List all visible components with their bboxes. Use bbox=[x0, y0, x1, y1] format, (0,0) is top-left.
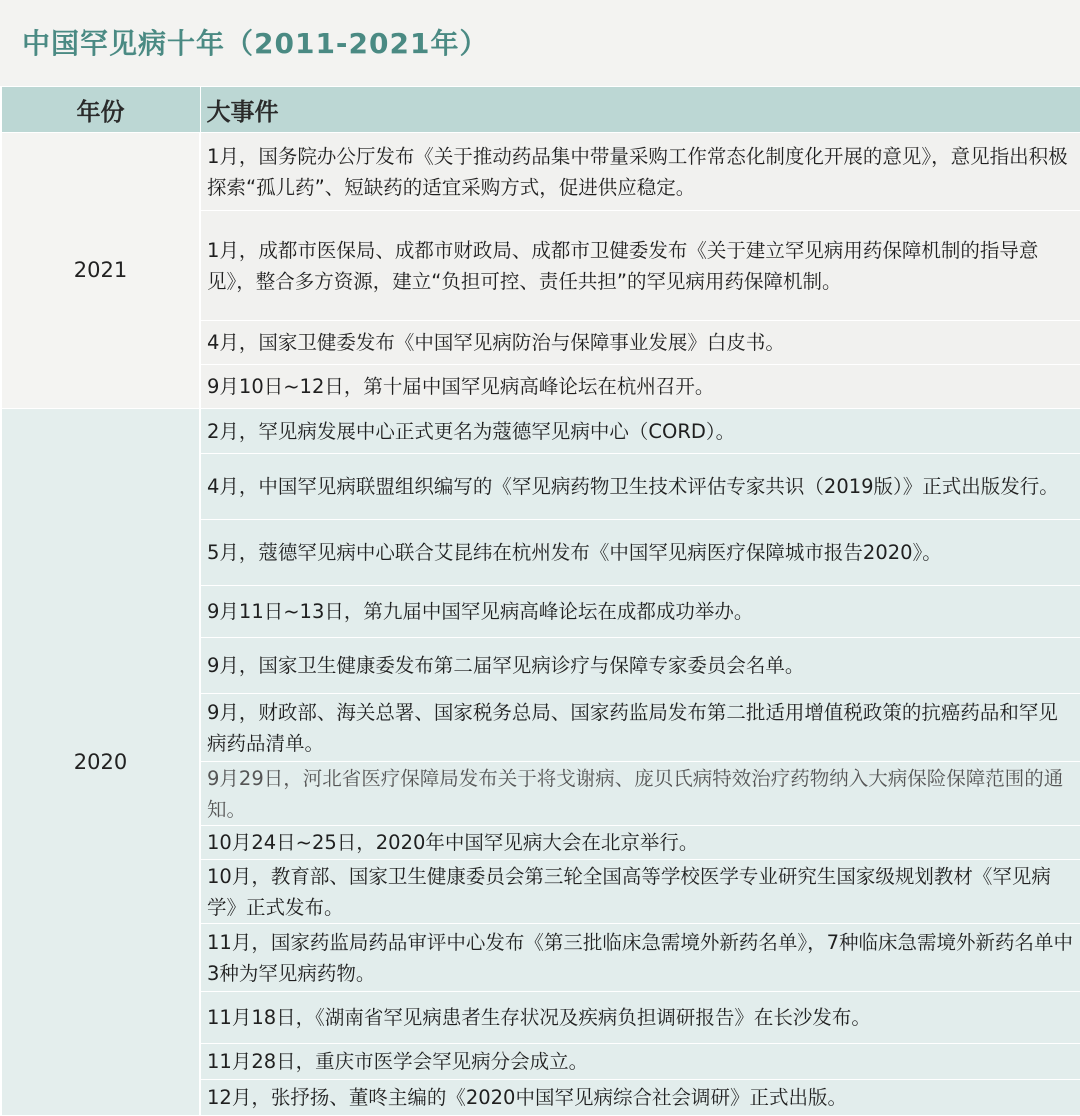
year-cell: 2020 bbox=[1, 409, 200, 1116]
year-group-2020 bbox=[1, 409, 1080, 1116]
event-column-header: 大事件 bbox=[200, 87, 1080, 133]
year-column-header: 年份 bbox=[1, 87, 200, 133]
event-cell: 10月，教育部、国家卫生健康委员会第三轮全国高等学校医学专业研究生国家级规划教材《罕见病学》正式发布。 bbox=[200, 860, 1080, 924]
event-cell: 9月10日~12日，第十届中国罕见病高峰论坛在杭州召开。 bbox=[200, 365, 1080, 409]
event-cell: 11月28日，重庆市医学会罕见病分会成立。 bbox=[200, 1044, 1080, 1080]
event-cell: 5月，蔻德罕见病中心联合艾昆纬在杭州发布《中国罕见病医疗保障城市报告2020》。 bbox=[200, 520, 1080, 586]
page-title: 中国罕见病十年（2011-2021年） bbox=[22, 27, 489, 60]
table-header-row bbox=[1, 87, 1080, 133]
event-cell: 10月24日~25日，2020年中国罕见病大会在北京举行。 bbox=[200, 826, 1080, 860]
table-row bbox=[1, 133, 1080, 211]
year-cell: 2021 bbox=[1, 133, 200, 409]
events-table bbox=[0, 86, 1080, 1116]
event-cell: 2月，罕见病发展中心正式更名为蔻德罕见病中心（CORD）。 bbox=[200, 409, 1080, 454]
table-row bbox=[1, 409, 1080, 454]
event-cell: 11月18日，《湖南省罕见病患者生存状况及疾病负担调研报告》在长沙发布。 bbox=[200, 992, 1080, 1044]
event-cell: 9月，国家卫生健康委发布第二届罕见病诊疗与保障专家委员会名单。 bbox=[200, 638, 1080, 694]
event-cell: 1月，国务院办公厅发布《关于推动药品集中带量采购工作常态化制度化开展的意见》，意见指出积极探索“孤儿药”、短缺药的适宜采购方式，促进供应稳定。 bbox=[200, 133, 1080, 211]
event-cell: 9月11日~13日，第九届中国罕见病高峰论坛在成都成功举办。 bbox=[200, 586, 1080, 638]
event-cell: 11月，国家药监局药品审评中心发布《第三批临床急需境外新药名单》，7种临床急需境外新药名单中3种为罕见病药物。 bbox=[200, 924, 1080, 992]
title-bar bbox=[0, 0, 1080, 86]
year-group-2021 bbox=[1, 133, 1080, 409]
event-cell: 4月，中国罕见病联盟组织编写的《罕见病药物卫生技术评估专家共识（2019版）》正式出版发行。 bbox=[200, 454, 1080, 520]
event-cell: 9月29日，河北省医疗保障局发布关于将戈谢病、庞贝氏病特效治疗药物纳入大病保险保障范围的通知。 bbox=[200, 762, 1080, 826]
event-cell: 12月，张抒扬、董咚主编的《2020中国罕见病综合社会调研》正式出版。 bbox=[200, 1080, 1080, 1116]
event-cell: 9月，财政部、海关总署、国家税务总局、国家药监局发布第二批适用增值税政策的抗癌药品和罕见病药品清单。 bbox=[200, 694, 1080, 762]
event-cell: 1月，成都市医保局、成都市财政局、成都市卫健委发布《关于建立罕见病用药保障机制的指导意见》，整合多方资源，建立“负担可控、责任共担”的罕见病用药保障机制。 bbox=[200, 211, 1080, 321]
event-cell: 4月，国家卫健委发布《中国罕见病防治与保障事业发展》白皮书。 bbox=[200, 321, 1080, 365]
